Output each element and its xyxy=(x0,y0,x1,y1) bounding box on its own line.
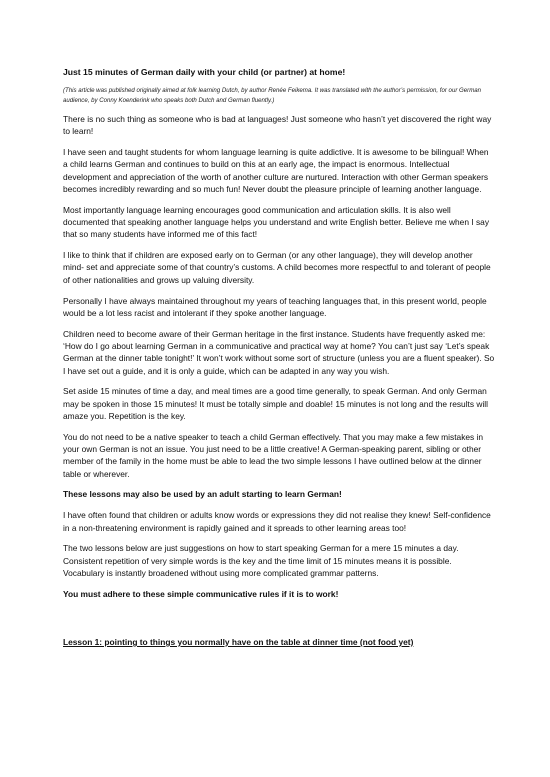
paragraph: You do not need to be a native speaker to teach a child German effectively. That you may make a few mistakes in your own German is not an issue. You just need to be a little creative! A German-speaking parent, sibling or other member of the family in the home must be able to lead the two simple lessons I have outlined below at the dinner table or wherever. xyxy=(63,431,484,479)
paragraph: Personally I have always maintained throughout my years of teaching languages that, in this present world, people would be a lot less racist and intolerant if they spoke another language. xyxy=(63,295,487,318)
document-title: Just 15 minutes of German daily with your child (or partner) at home! xyxy=(63,67,346,77)
paragraph: Most importantly language learning encourages good communication and articulation skills. It is also well documented that speaking another language helps you understand and write English better. Believe me when I say that so many students have informed me of this fact! xyxy=(63,204,490,240)
document-page xyxy=(63,66,495,648)
paragraph: I like to think that if children are exposed early on to German (or any other language), they will develop another mind- set and appreciate some of that country’s customs. A child becomes more respectful to and tolerant of people of other nationalities and grows up valuing diversity. xyxy=(63,250,491,285)
adult-learner-heading: These lessons may also be used by an adult starting to learn German! xyxy=(63,489,342,500)
paragraph: There is no such thing as someone who is bad at languages! Just someone who hasn’t yet discovered the right way to learn! xyxy=(63,114,492,137)
translation-note: (This article was published originally aimed at folk learning Dutch, by author Renée Feikema. It was translated with the author’s permission, for our German audience, by Conny Koenderink who speaks both Dutch and German fluently.) xyxy=(63,87,482,104)
paragraph: The two lessons below are just suggestions on how to start speaking German for a mere 15 minutes a day. Consistent repetition of very simple words is the key and the time limit of 15 minutes means it is possible. Vocabulary is instantly broadened without using more complicated grammar patterns. xyxy=(63,543,459,578)
paragraph: I have often found that children or adults know words or expressions they did not realise they knew! Self-confidence in a non-threatening environment is rapidly gained and it spreads to other learning areas too! xyxy=(63,510,491,533)
paragraph: Set aside 15 minutes of time a day, and meal times are a good time generally, to speak German. And only German may be spoken in those 15 minutes! It must be totally simple and doable! 15 minutes is not long and the results will amaze you. Repetition is the key. xyxy=(63,386,489,421)
paragraph: Children need to become aware of their German heritage in the first instance. Students have frequently asked me: ‘How do I go about learning German in a communicative and practical way at home? You can’t just say ‘Let’s speak German at the dinner table tonight!’ It won’t work without some sort of structure (unless you are a fluent speaker). So I have set out a guide, and it is only a guide, which can be adapted in any way you wish. xyxy=(63,328,495,376)
rules-heading: You must adhere to these simple communicative rules if it is to work! xyxy=(63,588,339,599)
lesson-1-heading: Lesson 1: pointing to things you normally have on the table at dinner time (not food yet) xyxy=(63,637,414,647)
paragraph: I have seen and taught students for whom language learning is quite addictive. It is awesome to be bilingual! When a child learns German and continues to build on this at an early age, the impact is enormous. Intellectual development and appreciation of the worth of another culture are nurtured. Interaction with other German speakers becomes incredibly rewarding and so much fun! Never doubt the pleasure principle of learning another language. xyxy=(63,147,489,194)
